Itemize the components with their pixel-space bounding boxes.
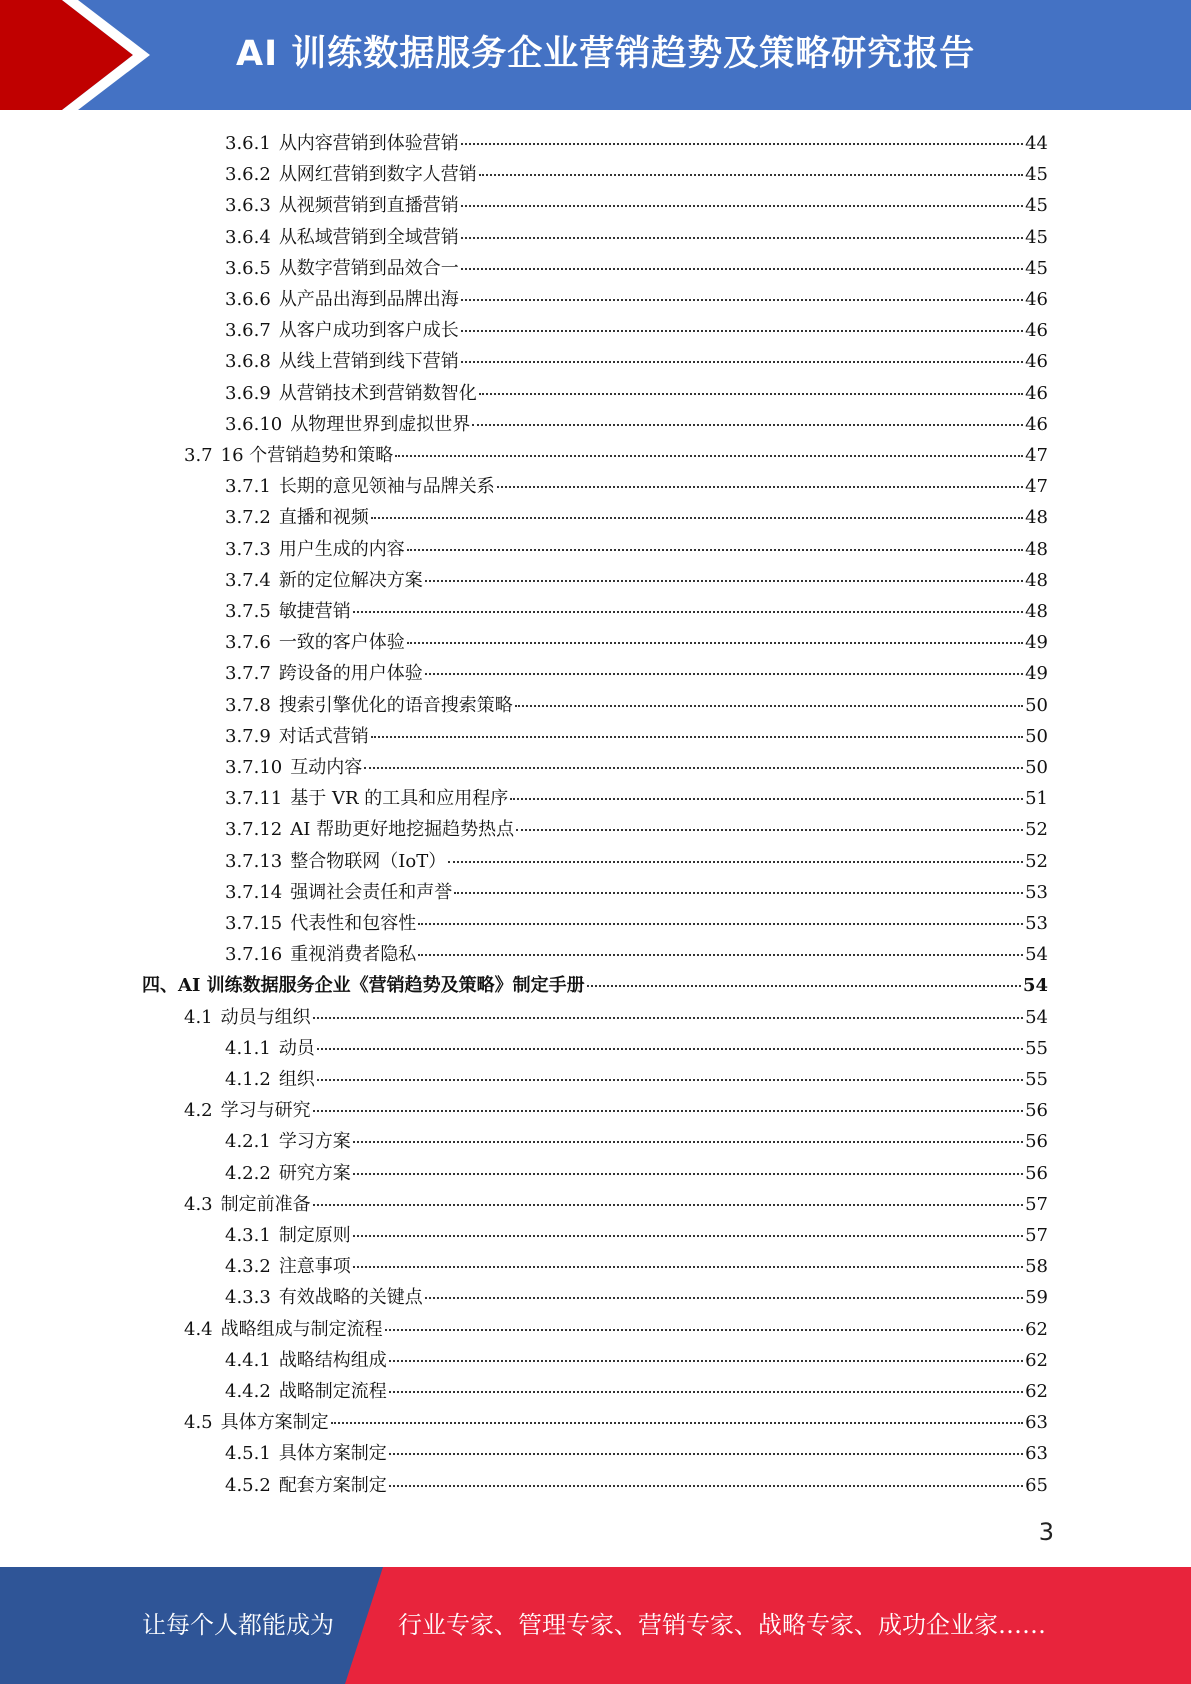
- toc-leader-dots: [516, 829, 1023, 831]
- toc-entry-label: 研究方案: [278, 1162, 351, 1184]
- toc-entry-page: 53: [1025, 913, 1048, 934]
- report-title: AI 训练数据服务企业营销趋势及策略研究报告: [236, 34, 976, 74]
- toc-entry[interactable]: [184, 1002, 1048, 1033]
- toc-leader-dots: [353, 1266, 1023, 1268]
- toc-entry[interactable]: [225, 814, 1048, 845]
- toc-entry[interactable]: [225, 721, 1048, 752]
- toc-entry[interactable]: [225, 658, 1048, 689]
- toc-entry-label: 从客户成功到客户成长: [278, 320, 459, 342]
- toc-entry-number: 3.6.7: [225, 320, 271, 342]
- toc-entry[interactable]: [225, 1376, 1048, 1407]
- toc-entry[interactable]: [225, 159, 1048, 190]
- page-number: 3: [1038, 1518, 1054, 1546]
- toc-entry[interactable]: [225, 284, 1048, 315]
- toc-entry-label: 从物理世界到虚拟世界: [290, 413, 471, 435]
- toc-entry-label: 互动内容: [290, 757, 363, 778]
- toc-leader-dots: [353, 1141, 1023, 1143]
- toc-leader-dots: [389, 1391, 1023, 1393]
- toc-entry-label: 具体方案制定: [278, 1443, 387, 1465]
- toc-leader-dots: [389, 1485, 1023, 1487]
- toc-entry-number: 4.3: [184, 1193, 213, 1215]
- toc-entry-page: 63: [1025, 1443, 1048, 1465]
- toc-entry-page: 57: [1025, 1225, 1048, 1246]
- toc-entry-page: 54: [1025, 1006, 1048, 1028]
- toc-leader-dots: [313, 1110, 1023, 1112]
- toc-entry-label: 战略组成与制定流程: [220, 1318, 383, 1340]
- toc-entry-page: 46: [1025, 320, 1048, 342]
- toc-entry[interactable]: [184, 1314, 1048, 1345]
- toc-entry-number: 3.7.3: [225, 538, 271, 560]
- toc-leader-dots: [461, 143, 1023, 145]
- toc-entry-page: 50: [1025, 725, 1048, 747]
- toc-entry-number: 3.6.2: [225, 164, 271, 186]
- toc-leader-dots: [461, 361, 1023, 363]
- toc-entry-page: 56: [1025, 1100, 1048, 1122]
- toc-entry-label: 注意事项: [278, 1256, 351, 1278]
- toc-entry-page: 47: [1025, 476, 1048, 498]
- toc-entry-page: 63: [1025, 1412, 1048, 1434]
- toc-entry-label: 16 个营销趋势和策略: [220, 445, 394, 466]
- toc-entry-label: 代表性和包容性: [290, 913, 417, 934]
- toc-entry-page: 47: [1025, 445, 1048, 466]
- footer-slogan-left: 让每个人都能成为: [142, 1611, 334, 1639]
- toc-entry[interactable]: [225, 1158, 1048, 1189]
- toc-entry-page: 51: [1025, 788, 1048, 810]
- toc-entry-number: 3.7.2: [225, 507, 271, 529]
- toc-leader-dots: [587, 985, 1021, 987]
- toc-leader-dots: [479, 174, 1023, 176]
- toc-entry-number: 3.6.10: [225, 413, 283, 435]
- toc-entry-page: 52: [1025, 819, 1048, 841]
- toc-entry-number: 3.7.13: [225, 850, 283, 872]
- toc-entry[interactable]: [225, 596, 1048, 627]
- toc-entry[interactable]: [225, 471, 1048, 502]
- toc-entry-label: 对话式营销: [278, 725, 369, 747]
- toc-entry-number: 4.4.1: [225, 1349, 271, 1371]
- toc-entry-page: 56: [1025, 1162, 1048, 1184]
- toc-entry-page: 50: [1025, 694, 1048, 716]
- toc-entry-number: 3.6.1: [225, 133, 271, 154]
- toc-entry-number: 四、: [142, 975, 178, 997]
- toc-entry[interactable]: [225, 1064, 1048, 1095]
- toc-leader-dots: [461, 299, 1023, 301]
- toc-entry-label: 学习与研究: [220, 1100, 311, 1122]
- toc-leader-dots: [331, 1422, 1023, 1424]
- toc-entry-page: 56: [1025, 1131, 1048, 1153]
- toc-entry-number: 3.6.8: [225, 351, 271, 373]
- toc-leader-dots: [353, 1235, 1023, 1237]
- toc-entry-number: 3.7.7: [225, 663, 271, 685]
- toc-entry-label: 重视消费者隐私: [290, 944, 417, 966]
- toc-entry-page: 48: [1025, 507, 1048, 529]
- toc-entry[interactable]: [184, 440, 1048, 471]
- toc-leader-dots: [461, 268, 1023, 270]
- toc-entry-page: 54: [1025, 944, 1048, 966]
- toc-leader-dots: [317, 1048, 1023, 1050]
- toc-entry[interactable]: [225, 534, 1048, 565]
- toc-entry-number: 3.7.14: [225, 881, 283, 903]
- toc-entry-label: AI 帮助更好地挖掘趋势热点: [290, 819, 515, 841]
- toc-entry-number: 3.7.11: [225, 788, 283, 810]
- toc-entry-label: 动员: [278, 1037, 315, 1059]
- toc-entry[interactable]: [225, 1033, 1048, 1064]
- toc-entry[interactable]: [225, 939, 1048, 970]
- toc-entry-page: 46: [1025, 382, 1048, 404]
- toc-entry-label: AI 训练数据服务企业《营销趋势及策略》制定手册: [178, 975, 585, 997]
- toc-entry[interactable]: [225, 222, 1048, 253]
- toc-entry-label: 长期的意见领袖与品牌关系: [278, 476, 495, 498]
- toc-entry-label: 一致的客户体验: [278, 632, 405, 654]
- toc-entry-label: 配套方案制定: [278, 1474, 387, 1496]
- toc-entry-page: 46: [1025, 289, 1048, 310]
- toc-entry-label: 学习方案: [278, 1131, 351, 1153]
- toc-entry-label: 从线上营销到线下营销: [278, 351, 459, 373]
- toc-entry-page: 46: [1025, 351, 1048, 373]
- toc-entry[interactable]: [225, 565, 1048, 596]
- toc-entry[interactable]: [225, 752, 1048, 783]
- toc-leader-dots: [497, 486, 1023, 488]
- toc-entry[interactable]: [225, 502, 1048, 533]
- toc-entry[interactable]: [225, 315, 1048, 346]
- toc-entry-number: 3.7.1: [225, 476, 271, 498]
- toc-entry-label: 从产品出海到品牌出海: [278, 289, 459, 310]
- toc-leader-dots: [389, 1453, 1023, 1455]
- toc-entry[interactable]: [225, 409, 1048, 440]
- toc-entry-page: 46: [1025, 413, 1048, 435]
- toc-entry[interactable]: [225, 627, 1048, 658]
- toc-entry-number: 4.4.2: [225, 1381, 271, 1402]
- toc-leader-dots: [317, 1079, 1023, 1081]
- toc-entry[interactable]: [184, 1189, 1048, 1220]
- toc-entry-label: 强调社会责任和声誉: [290, 881, 453, 903]
- page-header: [0, 0, 1191, 110]
- toc-entry-page: 54: [1022, 975, 1048, 997]
- header-arrow-icon: [0, 0, 160, 110]
- toc-entry-label: 从网红营销到数字人营销: [278, 164, 477, 186]
- toc-entry-label: 制定前准备: [220, 1193, 311, 1215]
- toc-entry-page: 53: [1025, 881, 1048, 903]
- toc-entry-number: 3.7.6: [225, 632, 271, 654]
- toc-entry[interactable]: [225, 190, 1048, 221]
- toc-entry-label: 制定原则: [278, 1225, 351, 1246]
- toc-leader-dots: [448, 861, 1023, 863]
- toc-entry-page: 49: [1025, 663, 1048, 685]
- toc-entry[interactable]: [225, 690, 1048, 721]
- toc-entry-page: 57: [1025, 1193, 1048, 1215]
- toc-leader-dots: [461, 237, 1023, 239]
- toc-entry-label: 整合物联网（IoT）: [290, 850, 447, 872]
- toc-entry-label: 从营销技术到营销数智化: [278, 382, 477, 404]
- toc-entry-page: 45: [1025, 164, 1048, 186]
- toc-leader-dots: [461, 205, 1023, 207]
- toc-entry-number: 4.5: [184, 1412, 213, 1434]
- toc-entry-label: 战略制定流程: [278, 1381, 387, 1402]
- footer-slogan-right: 行业专家、管理专家、营销专家、战略专家、成功企业家……: [398, 1611, 1046, 1639]
- toc-entry-number: 3.7.4: [225, 569, 271, 591]
- toc-entry-number: 3.7: [184, 445, 213, 466]
- toc-leader-dots: [425, 1297, 1023, 1299]
- toc-entry-number: 4.2.1: [225, 1131, 271, 1153]
- toc-entry-label: 从私域营销到全域营销: [278, 226, 459, 248]
- toc-leader-dots: [385, 1329, 1023, 1331]
- toc-entry-page: 62: [1025, 1318, 1048, 1340]
- toc-entry[interactable]: [225, 253, 1048, 284]
- toc-leader-dots: [510, 798, 1023, 800]
- toc-entry[interactable]: [225, 1282, 1048, 1313]
- toc-leader-dots: [425, 673, 1023, 675]
- toc-entry-label: 从视频营销到直播营销: [278, 195, 459, 217]
- toc-entry[interactable]: [225, 783, 1048, 814]
- toc-entry-label: 从内容营销到体验营销: [278, 133, 459, 154]
- toc-entry-number: 4.1.1: [225, 1037, 271, 1059]
- toc-leader-dots: [353, 1173, 1023, 1175]
- toc-entry[interactable]: [225, 128, 1048, 159]
- toc-leader-dots: [364, 767, 1023, 769]
- toc-entry-label: 从数字营销到品效合一: [278, 257, 459, 279]
- toc-leader-dots: [472, 424, 1023, 426]
- toc-entry[interactable]: [225, 1251, 1048, 1282]
- toc-leader-dots: [418, 954, 1023, 956]
- toc-leader-dots: [425, 580, 1023, 582]
- toc-entry-label: 基于 VR 的工具和应用程序: [290, 788, 509, 810]
- toc-leader-dots: [479, 393, 1023, 395]
- toc-leader-dots: [353, 611, 1023, 613]
- toc-entry[interactable]: [225, 1438, 1048, 1469]
- toc-entry-page: 48: [1025, 538, 1048, 560]
- toc-leader-dots: [418, 923, 1023, 925]
- toc-entry-number: 3.7.10: [225, 757, 283, 778]
- toc-leader-dots: [389, 1360, 1023, 1362]
- toc-entry[interactable]: [225, 1470, 1048, 1501]
- toc-entry-label: 动员与组织: [220, 1006, 311, 1028]
- toc-entry-number: 3.7.9: [225, 725, 271, 747]
- toc-leader-dots: [313, 1017, 1023, 1019]
- toc-entry-page: 58: [1025, 1256, 1048, 1278]
- toc-entry-number: 4.3.2: [225, 1256, 271, 1278]
- toc-entry-page: 49: [1025, 632, 1048, 654]
- toc-entry-number: 3.6.4: [225, 226, 271, 248]
- toc-entry-label: 组织: [278, 1069, 315, 1090]
- toc-entry-number: 4.1: [184, 1006, 213, 1028]
- toc-entry-label: 搜索引擎优化的语音搜索策略: [278, 694, 513, 716]
- toc-entry-label: 用户生成的内容: [278, 538, 405, 560]
- toc-entry[interactable]: [225, 908, 1048, 939]
- toc-entry-page: 62: [1025, 1349, 1048, 1371]
- toc-entry[interactable]: [225, 877, 1048, 908]
- toc-entry-page: 48: [1025, 601, 1048, 622]
- toc-entry-number: 3.7.16: [225, 944, 283, 966]
- toc-entry-label: 敏捷营销: [278, 601, 351, 622]
- toc-entry[interactable]: [225, 378, 1048, 409]
- toc-entry-number: 3.6.9: [225, 382, 271, 404]
- toc-entry-page: 48: [1025, 569, 1048, 591]
- toc-entry-page: 62: [1025, 1381, 1048, 1402]
- toc-entry[interactable]: [225, 1220, 1048, 1251]
- toc-entry-label: 直播和视频: [278, 507, 369, 529]
- toc-entry[interactable]: [225, 846, 1048, 877]
- page-footer: [0, 1567, 1191, 1684]
- toc-entry-label: 具体方案制定: [220, 1412, 329, 1434]
- toc-entry-label: 新的定位解决方案: [278, 569, 423, 591]
- toc-entry-page: 52: [1025, 850, 1048, 872]
- toc-entry-number: 4.5.1: [225, 1443, 271, 1465]
- toc-leader-dots: [407, 642, 1023, 644]
- toc-leader-dots: [461, 330, 1023, 332]
- toc-entry-page: 59: [1025, 1287, 1048, 1309]
- toc-entry-number: 3.6.6: [225, 289, 271, 310]
- toc-entry-number: 3.7.15: [225, 913, 283, 934]
- toc-entry-number: 4.4: [184, 1318, 213, 1340]
- toc-entry-number: 4.5.2: [225, 1474, 271, 1496]
- toc-entry-label: 战略结构组成: [278, 1349, 387, 1371]
- toc-leader-dots: [371, 736, 1023, 738]
- toc-entry-page: 50: [1025, 757, 1048, 778]
- toc-leader-dots: [407, 549, 1023, 551]
- toc-entry-number: 3.7.5: [225, 601, 271, 622]
- toc-entry-page: 55: [1025, 1037, 1048, 1059]
- toc-entry-number: 3.7.8: [225, 694, 271, 716]
- toc-entry-number: 3.6.3: [225, 195, 271, 217]
- toc-entry-page: 44: [1025, 133, 1048, 154]
- toc-entry-number: 3.7.12: [225, 819, 283, 841]
- toc-entry[interactable]: [225, 1345, 1048, 1376]
- toc-leader-dots: [313, 1204, 1023, 1206]
- toc-entry[interactable]: [184, 1407, 1048, 1438]
- toc-entry-number: 4.3.3: [225, 1287, 271, 1309]
- toc-entry-label: 跨设备的用户体验: [278, 663, 423, 685]
- toc-entry-number: 4.2.2: [225, 1162, 271, 1184]
- toc-leader-dots: [395, 455, 1023, 457]
- toc-entry-number: 4.2: [184, 1100, 213, 1122]
- toc-entry-number: 4.1.2: [225, 1069, 271, 1090]
- toc-entry[interactable]: [225, 1126, 1048, 1157]
- toc-entry[interactable]: [225, 346, 1048, 377]
- toc-entry-page: 45: [1025, 195, 1048, 217]
- toc-entry-page: 45: [1025, 226, 1048, 248]
- toc-leader-dots: [454, 892, 1023, 894]
- toc-entry[interactable]: [142, 970, 1048, 1001]
- toc-entry-page: 55: [1025, 1069, 1048, 1090]
- toc-entry-page: 65: [1025, 1474, 1048, 1496]
- toc-leader-dots: [515, 705, 1023, 707]
- toc-leader-dots: [371, 517, 1023, 519]
- toc-entry-number: 4.3.1: [225, 1225, 271, 1246]
- toc-entry[interactable]: [184, 1095, 1048, 1126]
- toc-entry-label: 有效战略的关键点: [278, 1287, 423, 1309]
- toc-entry-page: 45: [1025, 257, 1048, 279]
- toc-entry-number: 3.6.5: [225, 257, 271, 279]
